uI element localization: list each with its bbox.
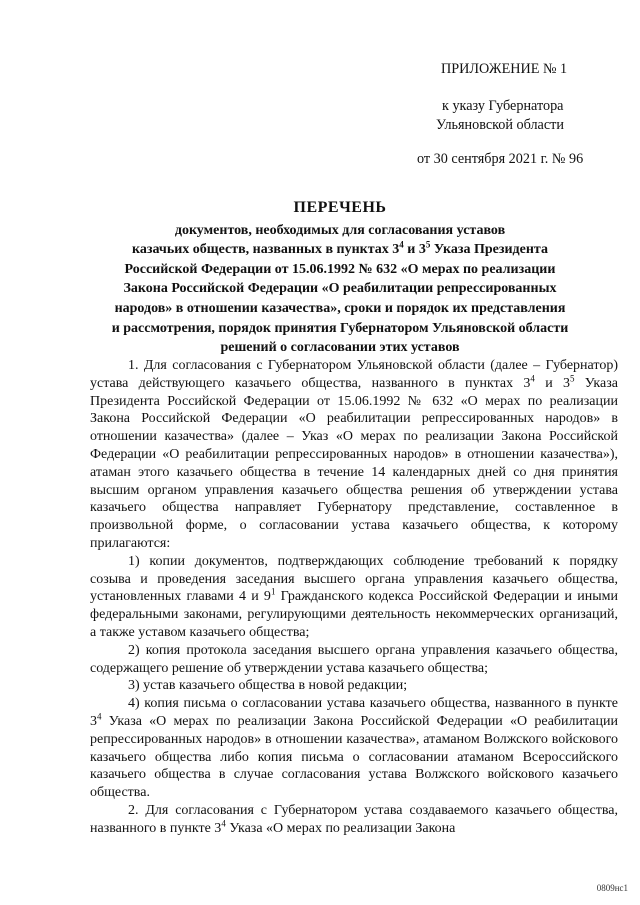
title-line: народов» в отношении казачества», сроки и порядок их представления — [114, 300, 566, 316]
title-line: Закона Российской Федерации «О реабилитации репрессированных — [123, 281, 557, 297]
paragraph-1: 1. Для согласования с Губернатором Ульяновской области (далее – Губернатор) устава действующего казачьего общества, названного в пунктах $3^4$ и $3^5$ Указа Президента Российской Федерации от 15.06.1992 № 632 «О мерах по реализации Закона Российской Федерации «О реабилитации репрессированных народов» в отношении казачества» (далее – Указ «О мерах по реализации Закона Российской Федерации «О реабилитации репрессированных народов» в отношении казачества»), атаман этого казачьего общества в течение 14 календарных дней со дня принятия высшим органом управления казачьего общества решения об утверждении устава казачьего общества направляет Губернатору представление, составленное в произвольной форме, о согласовании устава казачьего общества, к которому прилагаются: — [90, 358, 618, 551]
document-code: 0809нс1 — [596, 883, 628, 893]
document-body — [90, 357, 618, 838]
document-title — [80, 198, 600, 358]
paragraph-2: 2. Для согласования с Губернатором устава создаваемого казачьего общества, названного в пункте $3^4$ Указа «О мерах по реализации Закона — [90, 802, 618, 836]
title-heading: ПЕРЕЧЕНЬ — [293, 199, 387, 216]
list-item-4: 4) копия письма о согласовании устава казачьего общества, названного в пункте $3^4$ Указа «О мерах по реализации Закона Российской Федерации «О реабилитации репрессированных народов» в отношении казачества», атаманом Волжского войскового казачьего общества либо копия письма о согласовании атаманом Всероссийского казачьего общества в случае согласования устава Волжского войскового казачьего общества. — [90, 696, 618, 801]
list-item-1: 1) копии документов, подтверждающих соблюдение требований к порядку созыва и проведения заседания высшего органа управления казачьего общества, установленных главами 4 и $9^1$ Гражданского кодекса Российской Федерации и иными федеральными законами, регулирующими деятельность некоммерческих организаций, а также уставом казачьего общества; — [90, 553, 618, 640]
appendix-line-region: Ульяновской области — [436, 117, 564, 133]
list-item-3: 3) устав казачьего общества в новой редакции; — [128, 678, 408, 694]
title-line: казачьих обществ, названных в пунктах $3^4$ и $3^5$ Указа Президента — [132, 239, 548, 258]
appendix-title: ПРИЛОЖЕНИЕ № 1 — [441, 61, 568, 77]
appendix-line-decree: к указу Губернатора — [442, 98, 564, 114]
appendix-date: от 30 сентября 2021 г. № 96 — [417, 151, 584, 167]
title-line: Российской Федерации от 15.06.1992 № 632 «О мерах по реализации — [124, 261, 556, 277]
title-line: решений о согласовании этих уставов — [220, 340, 460, 356]
title-line: документов, необходимых для согласования уставов — [174, 222, 506, 238]
list-item-2: 2) копия протокола заседания высшего органа управления казачьего общества, содержащего решение об утверждении устава казачьего общества; — [90, 642, 618, 676]
title-line: и рассмотрения, порядок принятия Губернатором Ульяновской области — [111, 320, 569, 336]
